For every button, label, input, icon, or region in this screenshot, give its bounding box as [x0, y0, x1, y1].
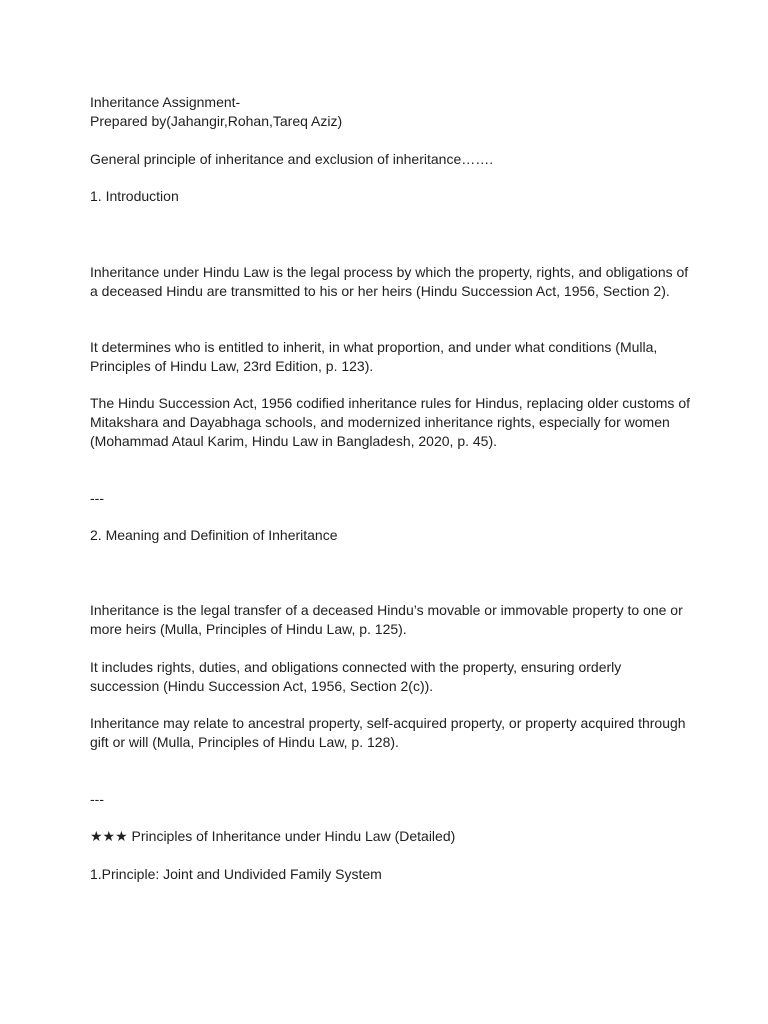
section-heading-introduction: 1. Introduction: [90, 188, 179, 204]
principle-subheading: 1.Principle: Joint and Undivided Family System: [90, 866, 382, 882]
topic-line: General principle of inheritance and exclusion of inheritance…….: [90, 151, 494, 167]
intro-paragraph-2: It determines who is entitled to inherit, in what proportion, and under what conditions (Mulla, Principles of Hindu Law, 23rd Edition, p. 123).: [90, 339, 658, 374]
document-title: Inheritance Assignment-: [90, 94, 241, 110]
section-heading-principles: ★★★ Principles of Inheritance under Hindu Law (Detailed): [90, 828, 456, 844]
prepared-by-line: Prepared by(Jahangir,Rohan,Tareq Aziz): [90, 113, 343, 129]
separator: ---: [90, 490, 104, 506]
intro-paragraph-1: Inheritance under Hindu Law is the legal process by which the property, rights, and obligations of a deceased Hindu are transmitted to his or her heirs (Hindu Succession Act, 1956, Section 2).: [90, 264, 689, 299]
meaning-paragraph-2: It includes rights, duties, and obligations connected with the property, ensuring orderly succession (Hindu Succession Act, 1956, Section 2(c)).: [90, 659, 622, 694]
separator: ---: [90, 791, 104, 807]
meaning-paragraph-1: Inheritance is the legal transfer of a deceased Hindu’s movable or immovable property to one or more heirs (Mulla, Principles of Hindu Law, p. 125).: [90, 602, 683, 637]
intro-paragraph-3: The Hindu Succession Act, 1956 codified inheritance rules for Hindus, replacing older customs of Mitakshara and Dayabhaga schools, and modernized inheritance rights, especially for women (Mohammad Ataul Karim, Hindu Law in Bangladesh, 2020, p. 45).: [90, 395, 690, 449]
section-heading-meaning: 2. Meaning and Definition of Inheritance: [90, 527, 338, 543]
meaning-paragraph-3: Inheritance may relate to ancestral property, self-acquired property, or property acquired through gift or will (Mulla, Principles of Hindu Law, p. 128).: [90, 715, 686, 750]
